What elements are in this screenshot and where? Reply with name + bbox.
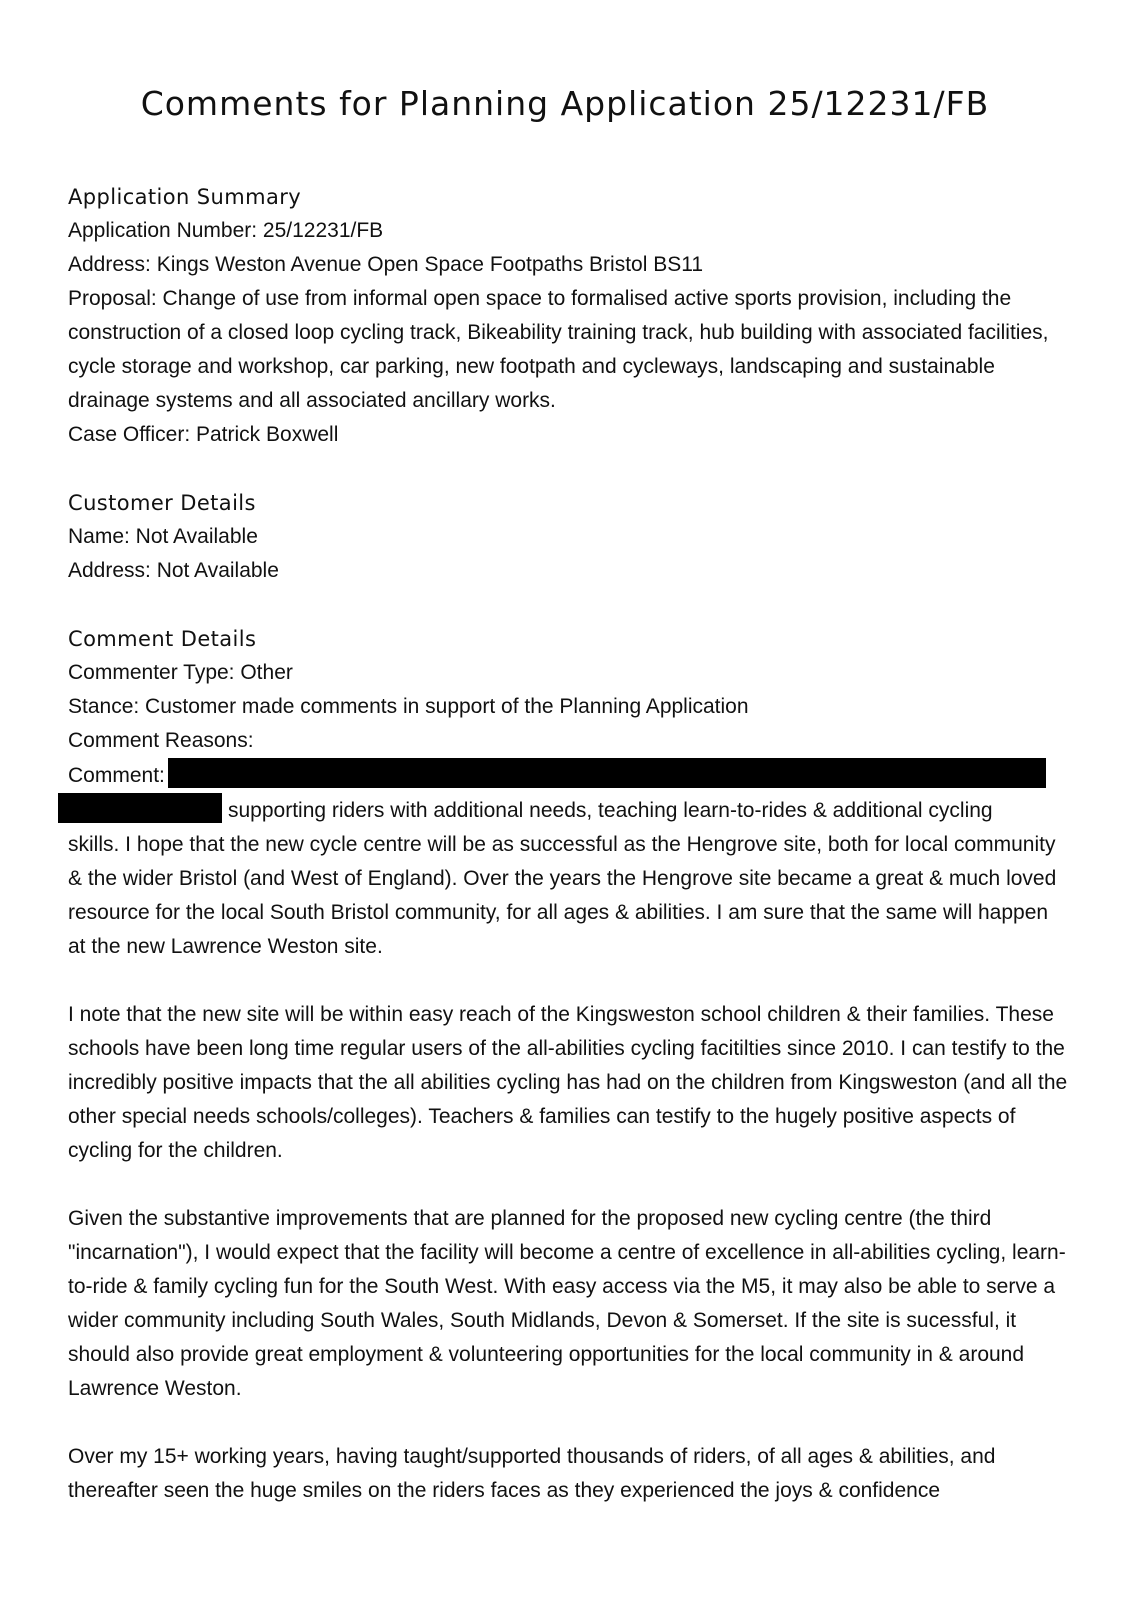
comment-second-line (68, 793, 1068, 828)
comment-paragraph: I note that the new site will be within easy reach of the Kingsweston school children & their families. These schools have been long time regular users of the all-abilities cycling facitilties since 2010. I can testify to the incredibly positive impacts that the all abilities cycling has had on the children from Kingsweston (and all the other special needs schools/colleges). Teachers & families can testify to the hugely positive aspects of cycling for the children. (68, 1003, 1068, 1162)
comment-paragraph: skills. I hope that the new cycle centre will be as successful as the Hengrove site, both for local community & the wider Bristol (and West of England). Over the years the Hengrove site became a great & much loved resource for the local South Bristol community, for all ages & abilities. I am sure that the same will happen at the new Lawrence Weston site. (68, 833, 1057, 958)
comment-reasons: Comment Reasons: (68, 729, 254, 752)
redaction-block (58, 793, 222, 823)
customer-address: Address: Not Available (68, 559, 279, 582)
comment-details-heading: Comment Details (68, 627, 257, 651)
application-summary-section (68, 180, 1068, 452)
comment-paragraph: Over my 15+ working years, having taught/supported thousands of riders, of all ages & abilities, and thereafter seen the huge smiles on the riders faces as they experienced the joys & confidence (68, 1445, 996, 1502)
customer-name: Name: Not Available (68, 525, 258, 548)
document-body (68, 180, 1068, 1508)
comment-paragraph: Given the substantive improvements that are planned for the proposed new cycling centre (the third "incarnation"), I would expect that the facility will become a centre of excellence in all-abilities cycling, learn-to-ride & family cycling fun for the South West. With easy access via the M5, it may also be able to serve a wider community including South Wales, South Midlands, Devon & Somerset. If the site is sucessful, it should also provide great employment & volunteering opportunities for the local community in & around Lawrence Weston. (68, 1207, 1066, 1400)
comment-stance: Stance: Customer made comments in support of the Planning Application (68, 695, 749, 718)
application-summary-heading: Application Summary (68, 185, 302, 209)
comment-details-section (68, 622, 1068, 1508)
comment-first-line-tail: supporting riders with additional needs, teaching learn-to-rides & additional cycling (228, 799, 993, 822)
comment-first-line (68, 758, 1068, 793)
customer-details-section (68, 486, 1068, 588)
application-number: Application Number: 25/12231/FB (68, 219, 384, 242)
case-officer: Case Officer: Patrick Boxwell (68, 423, 339, 446)
commenter-type: Commenter Type: Other (68, 661, 293, 684)
comment-label: Comment: (68, 764, 165, 787)
application-proposal: Proposal: Change of use from informal open space to formalised active sports provision, including the construction of a closed loop cycling track, Bikeability training track, hub building with associated facilities, cycle storage and workshop, car parking, new footpath and cycleways, landscaping and sustainable drainage systems and all associated ancillary works. (68, 287, 1049, 412)
application-address: Address: Kings Weston Avenue Open Space Footpaths Bristol BS11 (68, 253, 704, 276)
customer-details-heading: Customer Details (68, 491, 256, 515)
redaction-block (168, 758, 1046, 788)
page-title: Comments for Planning Application 25/12231/FB (140, 84, 990, 123)
